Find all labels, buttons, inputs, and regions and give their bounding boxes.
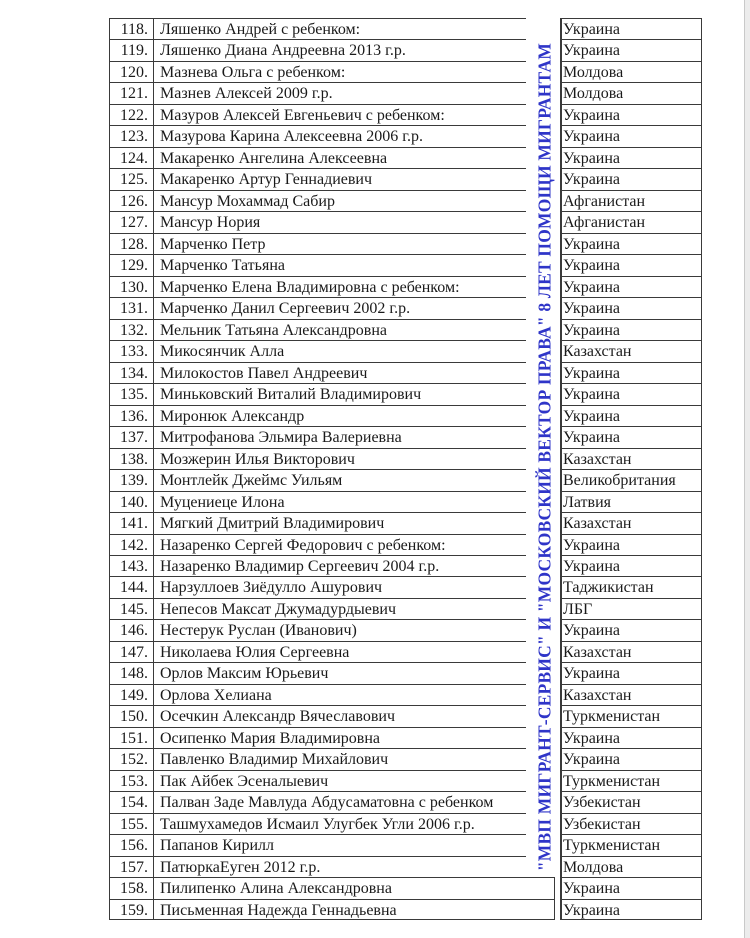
person-name: Милокостов Павел Андреевич	[154, 362, 526, 383]
table-row	[109, 39, 702, 60]
person-name: Палван Заде Мавлуда Абдусаматовна с ребенком	[154, 791, 526, 812]
person-name: Папанов Кирилл	[154, 834, 526, 855]
row-number: 138.	[109, 448, 154, 469]
country: Казахстан	[560, 684, 702, 705]
row-number: 135.	[109, 383, 154, 404]
row-number: 141.	[109, 512, 154, 533]
person-name: Митрофанова Эльмира Валериевна	[154, 426, 526, 447]
table-row	[109, 662, 702, 683]
table-row	[109, 168, 702, 189]
row-number: 130.	[109, 276, 154, 297]
person-name: Мазнева Ольга с ребенком:	[154, 61, 526, 82]
country: Молдова	[560, 61, 702, 82]
row-number: 134.	[109, 362, 154, 383]
table-row	[109, 319, 702, 340]
country: Украина	[560, 555, 702, 576]
person-name: Марченко Елена Владимировна с ребенком:	[154, 276, 526, 297]
country: Украина	[560, 405, 702, 426]
row-number: 133.	[109, 340, 154, 361]
person-name: Мягкий Дмитрий Владимирович	[154, 512, 526, 533]
country: Украина	[560, 362, 702, 383]
table-row	[109, 555, 702, 576]
person-name: Николаева Юлия Сергеевна	[154, 641, 526, 662]
table-row	[109, 834, 702, 855]
table-row	[109, 899, 702, 920]
person-name: Мансур Мохаммад Сабир	[154, 190, 526, 211]
table-row	[109, 362, 702, 383]
table-row	[109, 534, 702, 555]
person-name: Монтлейк Джеймс Уильям	[154, 469, 526, 490]
table-row	[109, 211, 702, 232]
country: Туркменистан	[560, 705, 702, 726]
person-name: Марченко Данил Сергеевич 2002 г.р.	[154, 297, 526, 318]
person-name: Пилипенко Алина Александровна	[154, 877, 555, 898]
country: Украина	[560, 534, 702, 555]
table-row	[109, 147, 702, 168]
country: Украина	[560, 254, 702, 275]
person-name: Макаренко Ангелина Алексеевна	[154, 147, 526, 168]
country: Украина	[560, 727, 702, 748]
row-number: 123.	[109, 125, 154, 146]
table-row	[109, 18, 702, 39]
table-row	[109, 104, 702, 125]
row-number: 143.	[109, 555, 154, 576]
table-row	[109, 748, 702, 769]
country: Украина	[560, 619, 702, 640]
table-row	[109, 641, 702, 662]
row-number: 151.	[109, 727, 154, 748]
table-row	[109, 383, 702, 404]
row-number: 158.	[109, 877, 154, 898]
country: Украина	[560, 748, 702, 769]
row-number: 125.	[109, 168, 154, 189]
country: Украина	[560, 899, 702, 920]
country: Украина	[560, 877, 702, 898]
person-name: Мазурова Карина Алексеевна 2006 г.р.	[154, 125, 526, 146]
person-name: Пак Айбек Эсеналыевич	[154, 770, 526, 791]
table-row	[109, 82, 702, 103]
country: Казахстан	[560, 641, 702, 662]
person-name: Нестерук Руслан (Иванович)	[154, 619, 526, 640]
row-number: 153.	[109, 770, 154, 791]
table-row	[109, 276, 702, 297]
country: Украина	[560, 426, 702, 447]
row-number: 142.	[109, 534, 154, 555]
row-number: 129.	[109, 254, 154, 275]
country: Украина	[560, 383, 702, 404]
row-number: 132.	[109, 319, 154, 340]
row-number: 137.	[109, 426, 154, 447]
person-name: Осечкин Александр Вячеславович	[154, 705, 526, 726]
table-row	[109, 770, 702, 791]
person-name: Орлова Хелиана	[154, 684, 526, 705]
row-number: 119.	[109, 39, 154, 60]
country: Украина	[560, 39, 702, 60]
person-name: Мазуров Алексей Евгеньевич с ребенком:	[154, 104, 526, 125]
vertical-watermark: "МВП МИГРАНТ-СЕРВИС" И "МОСКОВСКИЙ ВЕКТОР ПРАВА" 8 ЛЕТ ПОМОЩИ МИГРАНТАМ	[534, 42, 555, 872]
country: Украина	[560, 297, 702, 318]
country: Узбекистан	[560, 813, 702, 834]
table-row	[109, 619, 702, 640]
person-name: Мансур Нория	[154, 211, 526, 232]
row-number: 154.	[109, 791, 154, 812]
country: Туркменистан	[560, 834, 702, 855]
table-row	[109, 233, 702, 254]
country: Украина	[560, 147, 702, 168]
table-row	[109, 684, 702, 705]
person-name: Муцениеце Илона	[154, 491, 526, 512]
table-row	[109, 877, 702, 898]
row-number: 126.	[109, 190, 154, 211]
country: Туркменистан	[560, 770, 702, 791]
row-number: 148.	[109, 662, 154, 683]
person-name: ПатюркаЕуген 2012 г.р.	[154, 856, 526, 877]
row-number: 157.	[109, 856, 154, 877]
country: Украина	[560, 319, 702, 340]
table-row	[109, 405, 702, 426]
country: Казахстан	[560, 512, 702, 533]
table-row	[109, 125, 702, 146]
table-row	[109, 856, 702, 877]
row-number: 121.	[109, 82, 154, 103]
table-row	[109, 254, 702, 275]
person-name: Орлов Максим Юрьевич	[154, 662, 526, 683]
row-number: 145.	[109, 598, 154, 619]
country: Афганистан	[560, 211, 702, 232]
row-number: 128.	[109, 233, 154, 254]
person-name: Мельник Татьяна Александровна	[154, 319, 526, 340]
table-row	[109, 791, 702, 812]
row-number: 140.	[109, 491, 154, 512]
country: Таджикистан	[560, 576, 702, 597]
row-number: 155.	[109, 813, 154, 834]
table-row	[109, 598, 702, 619]
table-row	[109, 512, 702, 533]
row-number: 146.	[109, 619, 154, 640]
table-row	[109, 61, 702, 82]
table-row	[109, 491, 702, 512]
country: Украина	[560, 233, 702, 254]
row-number: 131.	[109, 297, 154, 318]
country: Украина	[560, 276, 702, 297]
country: Узбекистан	[560, 791, 702, 812]
table-row	[109, 576, 702, 597]
row-number: 124.	[109, 147, 154, 168]
person-name: Ляшенко Андрей с ребенком:	[154, 18, 526, 39]
page-edge	[744, 0, 750, 938]
row-number: 139.	[109, 469, 154, 490]
country: Афганистан	[560, 190, 702, 211]
person-name: Миньковский Виталий Владимирович	[154, 383, 526, 404]
person-name: Миронюк Александр	[154, 405, 526, 426]
person-name: Назаренко Владимир Сергеевич 2004 г.р.	[154, 555, 526, 576]
person-name: Назаренко Сергей Федорович с ребенком:	[154, 534, 526, 555]
table-row	[109, 813, 702, 834]
country: Украина	[560, 168, 702, 189]
country: ЛБГ	[560, 598, 702, 619]
row-number: 156.	[109, 834, 154, 855]
country-column-border	[560, 18, 562, 920]
row-number: 147.	[109, 641, 154, 662]
row-number: 127.	[109, 211, 154, 232]
row-number: 150.	[109, 705, 154, 726]
country: Украина	[560, 125, 702, 146]
row-number: 118.	[109, 18, 154, 39]
table-row	[109, 426, 702, 447]
row-number: 122.	[109, 104, 154, 125]
row-number: 152.	[109, 748, 154, 769]
person-name: Мозжерин Илья Викторович	[154, 448, 526, 469]
country: Казахстан	[560, 340, 702, 361]
country: Казахстан	[560, 448, 702, 469]
person-name: Письменная Надежда Геннадьевна	[154, 899, 555, 920]
table-row	[109, 469, 702, 490]
country: Молдова	[560, 856, 702, 877]
country: Латвия	[560, 491, 702, 512]
row-number: 120.	[109, 61, 154, 82]
country: Молдова	[560, 82, 702, 103]
person-name: Макаренко Артур Геннадиевич	[154, 168, 526, 189]
table-row	[109, 705, 702, 726]
person-name: Микосянчик Алла	[154, 340, 526, 361]
person-name: Осипенко Мария Владимировна	[154, 727, 526, 748]
country: Украина	[560, 104, 702, 125]
person-name: Ляшенко Диана Андреевна 2013 г.р.	[154, 39, 526, 60]
person-name: Мазнев Алексей 2009 г.р.	[154, 82, 526, 103]
table-row	[109, 727, 702, 748]
table-row	[109, 448, 702, 469]
table-row	[109, 190, 702, 211]
person-name: Нарзуллоев Зиёдулло Ашурович	[154, 576, 526, 597]
row-number: 144.	[109, 576, 154, 597]
person-name: Марченко Татьяна	[154, 254, 526, 275]
person-name: Непесов Максат Джумадурдыевич	[154, 598, 526, 619]
country: Украина	[560, 18, 702, 39]
person-name: Марченко Петр	[154, 233, 526, 254]
table-row	[109, 297, 702, 318]
person-name: Павленко Владимир Михайлович	[154, 748, 526, 769]
table-row	[109, 340, 702, 361]
row-number: 159.	[109, 899, 154, 920]
person-name: Ташмухамедов Исмаил Улугбек Угли 2006 г.р.	[154, 813, 526, 834]
row-number: 136.	[109, 405, 154, 426]
row-number: 149.	[109, 684, 154, 705]
country: Великобритания	[560, 469, 702, 490]
country: Украина	[560, 662, 702, 683]
